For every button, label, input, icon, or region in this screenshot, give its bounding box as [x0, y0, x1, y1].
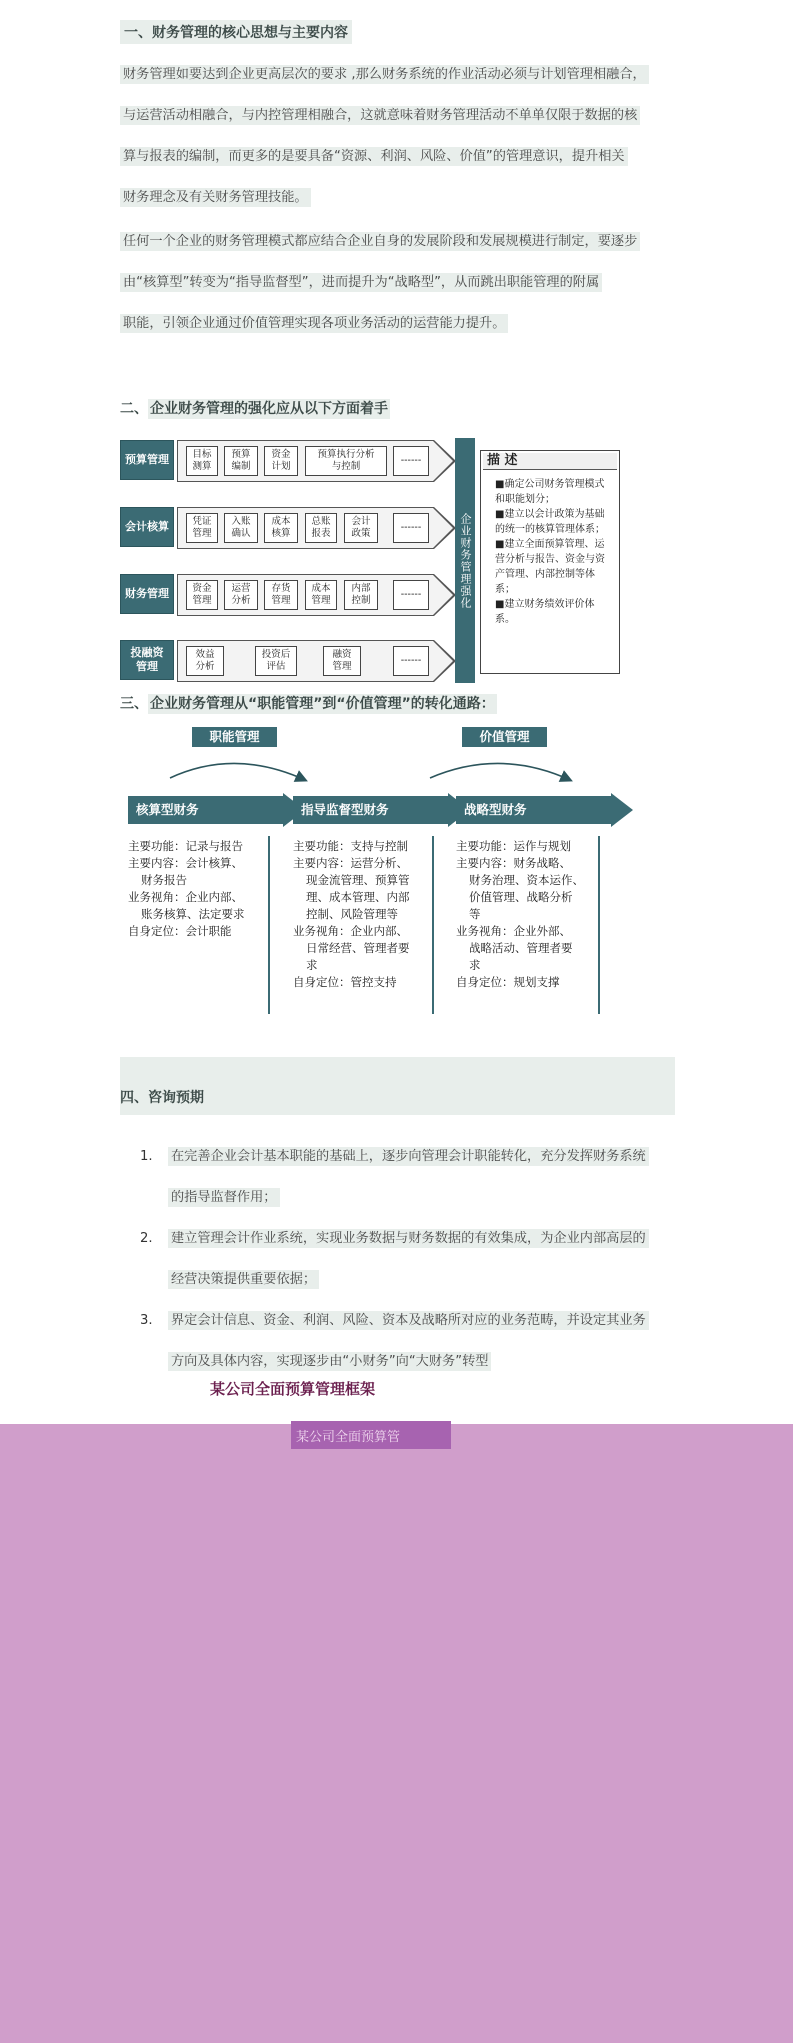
- diagram-cell: 效益 分析: [186, 646, 224, 676]
- diagram-cell: 成本 管理: [305, 580, 337, 610]
- section1-heading: 一、财务管理的核心思想与主要内容: [120, 20, 352, 44]
- diagram-cell: 预算执行分析 与控制: [305, 446, 387, 476]
- para-line: 财务理念及有关财务管理技能。: [120, 177, 680, 218]
- phase-header: 核算型财务: [128, 796, 283, 824]
- tag-functional-management: 职能管理: [192, 727, 277, 747]
- phase-divider: [598, 836, 600, 1014]
- budget-framework-box: 某公司全面预算管: [291, 1421, 451, 1449]
- diagram-cell: ------: [393, 580, 429, 610]
- description-item: ■确定公司财务管理模式和职能划分；: [495, 479, 605, 505]
- phase-line: 价值管理、战略分析: [469, 890, 573, 904]
- section4-banner: [120, 1057, 675, 1115]
- transition-arcs: [0, 750, 793, 800]
- description-items: [495, 477, 613, 627]
- phase-line: 财务治理、资本运作、: [469, 873, 584, 887]
- diagram-cell: 资金 计划: [264, 446, 298, 476]
- diagram-cell: ------: [393, 513, 429, 543]
- phase-line: 自身定位：会计职能: [128, 924, 232, 938]
- list-item: 3. 界定会计信息、资金、利润、风险、资本及战略所对应的业务范畴，并设定其业务 方向及具体内容，实现逐步由“小财务”向“大财务”转型: [140, 1300, 680, 1382]
- description-item: ■建立全面预算管理、运营分析与报告、资金与资产管理、内部控制等体系；: [495, 539, 605, 595]
- tag-value-management: 价值管理: [462, 727, 547, 747]
- phase-line: 业务视角：企业内部、: [293, 924, 408, 938]
- phase-line: 账务核算、法定要求: [141, 907, 245, 921]
- para-line: 与运营活动相融合，与内控管理相融合，这就意味着财务管理活动不单单仅限于数据的核: [120, 95, 680, 136]
- para-line: 任何一个企业的财务管理模式都应结合企业自身的发展阶段和发展规模进行制定，要逐步: [120, 221, 680, 262]
- phase-line: 求: [306, 958, 318, 972]
- diagram-cell: ------: [393, 446, 429, 476]
- phase-line: 战略活动、管理者要: [469, 941, 573, 955]
- row-label: 会计核算: [120, 507, 174, 547]
- list-item: 1. 在完善企业会计基本职能的基础上，逐步向管理会计职能转化，充分发挥财务系统 的指导监督作用；: [140, 1136, 680, 1218]
- row-arrow-fill: [433, 641, 453, 681]
- phase-description: [456, 838, 596, 991]
- diagram-cell: 入账 确认: [224, 513, 258, 543]
- row-arrow-fill: [433, 508, 453, 548]
- diagram-cell: 凭证 管理: [186, 513, 218, 543]
- description-title: 描 述: [483, 453, 617, 470]
- phase-arrow-tip: [611, 793, 633, 827]
- phase-divider: [432, 836, 434, 1014]
- row-label: 预算管理: [120, 440, 174, 480]
- phase-line: 主要内容：运营分析、: [293, 856, 408, 870]
- section1-para1: [120, 54, 680, 218]
- diagram-cell: 会计 政策: [344, 513, 378, 543]
- section2-heading: 二、 企业财务管理的强化应从以下方面着手: [120, 401, 388, 417]
- description-item: ■建立以会计政策为基础的统一的核算管理体系；: [495, 509, 605, 535]
- para-line: 财务管理如要达到企业更高层次的要求 ,那么财务系统的作业活动必须与计划管理相融合，: [120, 54, 680, 95]
- phase-line: 自身定位：规划支撑: [456, 975, 560, 989]
- section4-heading: 四、咨询预期: [120, 1090, 204, 1106]
- phase-header: 战略型财务: [456, 796, 611, 824]
- phase-line: 现金流管理、预算管: [306, 873, 410, 887]
- phase-line: 日常经营、管理者要: [306, 941, 410, 955]
- phase-header: 指导监督型财务: [293, 796, 448, 824]
- arc-left: [170, 763, 305, 780]
- diagram-cell: ------: [393, 646, 429, 676]
- phase-description: [293, 838, 433, 991]
- phase-line: 等: [469, 907, 481, 921]
- row-arrow-fill: [433, 441, 453, 481]
- description-box: [480, 450, 620, 674]
- row-label: 投融资 管理: [120, 640, 174, 680]
- phase-line: 自身定位：管控支持: [293, 975, 397, 989]
- phase-line: 求: [469, 958, 481, 972]
- para-line: 职能，引领企业通过价值管理实现各项业务活动的运营能力提升。: [120, 303, 680, 344]
- diagram-cell: 预算 编制: [224, 446, 258, 476]
- row-label: 财务管理: [120, 574, 174, 614]
- expectations-list: [140, 1136, 680, 1382]
- purple-background-area: [0, 1424, 793, 2043]
- phase-description: [128, 838, 268, 940]
- phase-line: 主要内容：会计核算、: [128, 856, 243, 870]
- phase-line: 主要内容：财务战略、: [456, 856, 571, 870]
- list-item: 2. 建立管理会计作业系统，实现业务数据与财务数据的有效集成，为企业内部高层的 经营决策提供重要依据；: [140, 1218, 680, 1300]
- phase-line: 主要功能：记录与报告: [128, 839, 243, 853]
- diagram-cell: 目标 测算: [186, 446, 218, 476]
- phase-line: 理、成本管理、内部: [306, 890, 410, 904]
- phase-line: 财务报告: [141, 873, 187, 887]
- diagram-cell: 成本 核算: [264, 513, 298, 543]
- phase-line: 控制、风险管理等: [306, 907, 398, 921]
- phase-divider: [268, 836, 270, 1014]
- diagram-cell: 运营 分析: [224, 580, 258, 610]
- arc-right: [430, 763, 570, 780]
- diagram-cell: 投资后 评估: [255, 646, 297, 676]
- diagram-cell: 总账 报表: [305, 513, 337, 543]
- phase-line: 业务视角：企业外部、: [456, 924, 571, 938]
- row-arrow-fill: [433, 575, 453, 615]
- section3-heading: 三、 企业财务管理从“职能管理”到“价值管理”的转化通路：: [120, 696, 495, 712]
- phase-line: 主要功能：支持与控制: [293, 839, 408, 853]
- diagram-cell: 资金 管理: [186, 580, 218, 610]
- para-line: 算与报表的编制，而更多的是要具备“资源、利润、风险、价值”的管理意识，提升相关: [120, 136, 680, 177]
- phase-line: 业务视角：企业内部、: [128, 890, 243, 904]
- diagram-cell: 融资 管理: [323, 646, 361, 676]
- phase-line: 主要功能：运作与规划: [456, 839, 571, 853]
- diagram-cell: 内部 控制: [344, 580, 378, 610]
- vertical-bar-label: 企业财务管理强化: [455, 438, 475, 683]
- budget-framework-title: 某公司全面预算管理框架: [210, 1380, 376, 1398]
- diagram-cell: 存货 管理: [264, 580, 298, 610]
- para-line: 由“核算型”转变为“指导监督型”，进而提升为“战略型”，从而跳出职能管理的附属: [120, 262, 680, 303]
- description-item: ■建立财务绩效评价体系。: [495, 599, 595, 625]
- section1-para2: [120, 221, 680, 344]
